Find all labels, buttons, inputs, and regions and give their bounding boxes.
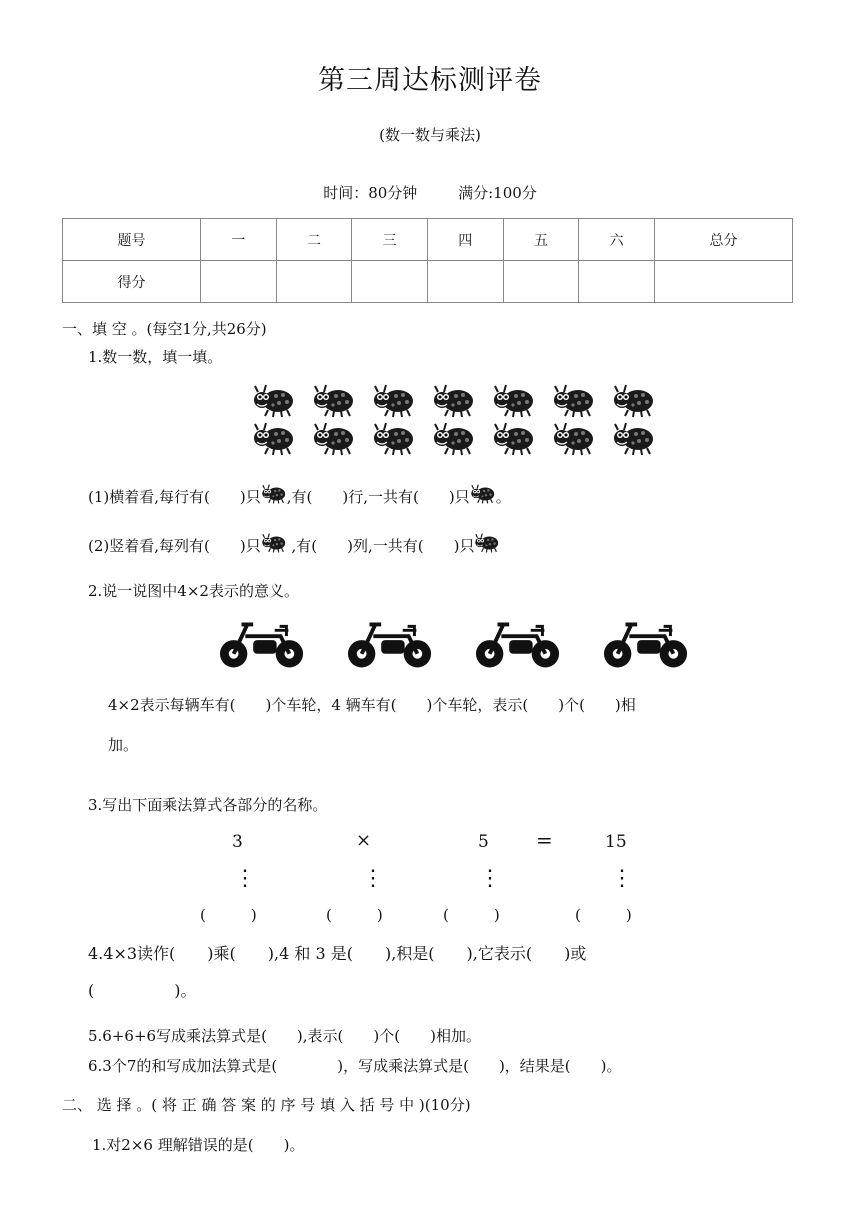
exam-info	[0, 182, 860, 203]
score-cell[interactable]	[352, 261, 428, 303]
score-cell[interactable]	[579, 261, 655, 303]
score-cell[interactable]	[276, 261, 352, 303]
score-label: 满分:100分	[458, 184, 537, 202]
page-title: 第三周达标测评卷	[318, 65, 542, 96]
ladybug-icon	[432, 384, 476, 418]
score-cell[interactable]	[503, 261, 579, 303]
question-5: 5.6+6+6写成乘法算式是( ),表示( )个( )相加。	[88, 1027, 481, 1045]
bicycle-icon	[602, 616, 690, 672]
question-1a-part: 。	[495, 488, 511, 506]
question-1: 1.数一数，填一填。	[88, 348, 223, 366]
question-1a-part: ,有( )行,一共有( )只	[286, 488, 470, 506]
ladybug-icon	[312, 384, 356, 418]
question-1a	[88, 484, 511, 507]
formula-equals: =	[536, 828, 553, 852]
ladybug-icon	[552, 422, 596, 456]
ladybug-icon	[261, 533, 287, 553]
score-header-cell: 三	[352, 219, 428, 261]
formula-factor2: 5	[478, 832, 489, 852]
formula-dots: ⋮	[611, 866, 633, 891]
score-table-header-row	[63, 219, 793, 261]
score-header-cell: 总分	[654, 219, 792, 261]
section1-heading: 一、填 空 。(每空1分,共26分)	[62, 320, 267, 338]
score-row-label: 得分	[63, 261, 201, 303]
ladybug-icon	[372, 384, 416, 418]
bicycle-icon	[346, 616, 434, 672]
ladybug-icon	[312, 422, 356, 456]
score-table	[62, 218, 793, 303]
formula-blank[interactable]: ( )	[200, 906, 257, 924]
section2-heading: 二、 选 择 。( 将 正 确 答 案 的 序 号 填 入 括 号 中 )(10分)	[62, 1096, 471, 1114]
ladybug-grid	[252, 384, 656, 456]
score-header-cell: 一	[200, 219, 276, 261]
ladybug-icon	[252, 384, 296, 418]
bicycle-icon	[218, 616, 306, 672]
score-header-cell: 二	[276, 219, 352, 261]
ladybug-icon	[492, 422, 536, 456]
score-header-cell: 六	[579, 219, 655, 261]
ladybug-icon	[432, 422, 476, 456]
ladybug-icon	[492, 384, 536, 418]
score-cell[interactable]	[654, 261, 792, 303]
score-cell[interactable]	[427, 261, 503, 303]
question-1b	[88, 533, 500, 556]
ladybug-icon	[474, 533, 500, 553]
question-6: 6.3个7的和写成加法算式是( )，写成乘法算式是( )，结果是( )。	[88, 1057, 622, 1075]
score-cell[interactable]	[200, 261, 276, 303]
question-2-answer-line2: 加。	[108, 736, 139, 754]
formula-blank[interactable]: ( )	[326, 906, 383, 924]
ladybug-icon	[612, 422, 656, 456]
score-header-cell: 题号	[63, 219, 201, 261]
formula-blank[interactable]: ( )	[443, 906, 500, 924]
formula-dots: ⋮	[362, 866, 384, 891]
ladybug-icon	[372, 422, 416, 456]
formula-dots: ⋮	[479, 866, 501, 891]
question-2-answer-line1: 4×2表示每辆车有( )个车轮，4 辆车有( )个车轮，表示( )个( )相	[108, 696, 636, 714]
time-label: 时间：80分钟	[323, 184, 418, 202]
ladybug-icon	[261, 484, 287, 504]
ladybug-icon	[470, 484, 496, 504]
ladybug-icon	[552, 384, 596, 418]
formula-dots: ⋮	[234, 866, 256, 891]
page-subtitle: (数一数与乘法)	[379, 126, 481, 144]
question-3: 3.写出下面乘法算式各部分的名称。	[88, 796, 328, 814]
bicycle-row	[218, 616, 690, 672]
score-header-cell: 五	[503, 219, 579, 261]
question-1b-part: (2)竖着看,每列有( )只	[88, 537, 261, 555]
formula-factor1: 3	[232, 832, 243, 852]
formula-product: 15	[605, 832, 627, 852]
question-2: 2.说一说图中4×2表示的意义。	[88, 582, 299, 600]
question-1b-part: ,有( )列,一共有( )只	[286, 537, 475, 555]
question-4-line2: ( )。	[88, 981, 197, 1000]
section2-question-1: 1.对2×6 理解错误的是( )。	[92, 1136, 305, 1154]
score-table-score-row	[63, 261, 793, 303]
ladybug-icon	[252, 422, 296, 456]
question-1a-part: (1)横着看,每行有( )只	[88, 488, 261, 506]
ladybug-icon	[612, 384, 656, 418]
score-header-cell: 四	[427, 219, 503, 261]
question-4-line1: 4.4×3读作( )乘( ),4 和 3 是( ),积是( ),它表示( )或	[88, 944, 587, 963]
formula-blank[interactable]: ( )	[575, 906, 632, 924]
bicycle-icon	[474, 616, 562, 672]
formula-times: ×	[356, 830, 372, 851]
